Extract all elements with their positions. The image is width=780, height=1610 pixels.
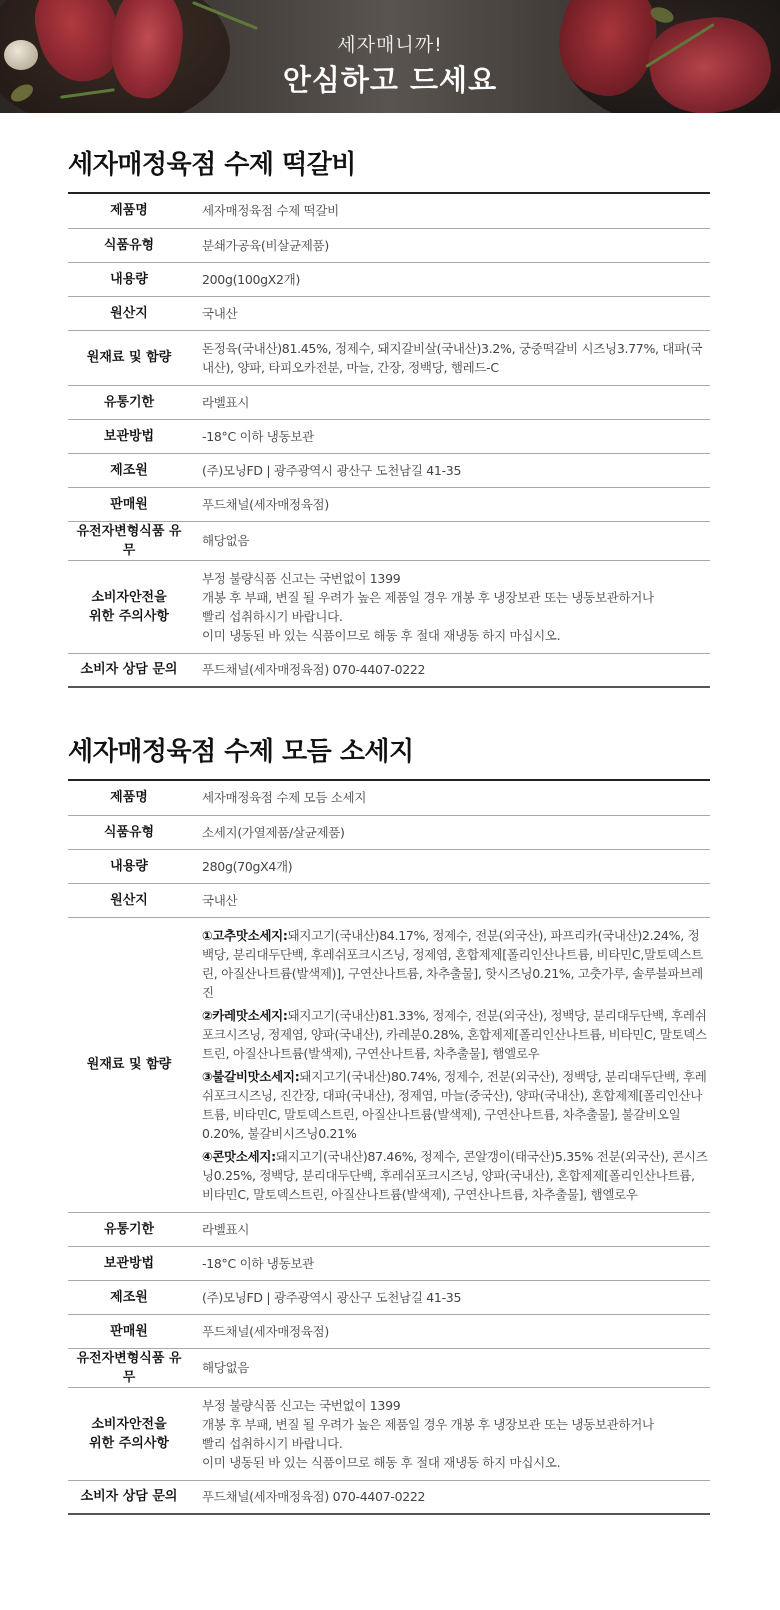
- row-label: 소비자 상담 문의: [80, 662, 178, 678]
- row-label: 내용량: [110, 271, 148, 287]
- info-row-expiry: [68, 1212, 710, 1246]
- info-row-origin: [68, 296, 710, 330]
- row-label: 제품명: [110, 203, 148, 219]
- row-label: 판매원: [110, 496, 148, 512]
- info-row-seller: [68, 1314, 710, 1348]
- caution-line: 이미 냉동된 바 있는 식품이므로 해동 후 절대 재냉동 하지 마십시오.: [202, 1454, 561, 1470]
- info-row-ingredients: [68, 330, 710, 385]
- info-row-amount: [68, 262, 710, 296]
- row-label: 판매원: [110, 1323, 148, 1339]
- row-label-line: 위한 주의사항: [89, 1435, 169, 1451]
- row-label: 원재료 및 함량: [86, 1057, 172, 1072]
- ingredient-name: ②카레맛소세지:: [202, 1007, 288, 1023]
- ingredient-name: ③불갈비맛소세지:: [202, 1068, 300, 1084]
- row-value: -18°C 이하 냉동보관: [202, 428, 314, 444]
- info-row-ingredients: [68, 917, 710, 1212]
- row-value: 국내산: [202, 892, 238, 908]
- row-label: 식품유형: [103, 824, 155, 840]
- row-label: 제조원: [110, 462, 148, 478]
- caution-line: 이미 냉동된 바 있는 식품이므로 해동 후 절대 재냉동 하지 마십시오.: [202, 627, 561, 643]
- row-label-line: 소비자안전을: [91, 1416, 167, 1432]
- row-label: 제품명: [110, 790, 148, 806]
- row-value: 푸드채널(세자매정육점): [202, 1323, 329, 1339]
- row-value: [190, 560, 710, 653]
- row-value: 푸드채널(세자매정육점) 070-4407-0222: [202, 662, 426, 678]
- caution-line: 부정 불량식품 신고는 국번없이 1399: [202, 570, 401, 586]
- row-value: 돈정육(국내산)81.45%, 정제수, 돼지갈비살(국내산)3.2%, 궁중떡갈비 시즈닝3.77%, 대파(국내산), 양파, 타피오카전분, 마늘, 간장, 정백당, 햄레드-C: [202, 340, 703, 375]
- info-row-name: [68, 781, 710, 815]
- row-label: 식품유형: [103, 237, 155, 253]
- product-title: 세자매정육점 수제 떡갈비: [68, 148, 710, 194]
- row-value: 200g(100gX2개): [202, 271, 301, 287]
- ingredient-item: [202, 1006, 710, 1063]
- row-value: 국내산: [202, 305, 238, 321]
- row-label-line: 위한 주의사항: [89, 608, 169, 624]
- row-value: [190, 1387, 710, 1480]
- row-label: 원산지: [110, 892, 148, 908]
- caution-line: 개봉 후 부패, 변질 될 우려가 높은 제품일 경우 개봉 후 냉장보관 또는 냉동보관하거나: [202, 1416, 654, 1432]
- info-row-contact: [68, 1480, 710, 1514]
- product-info-table: [68, 194, 710, 688]
- hero-banner: [0, 0, 780, 113]
- ingredient-name: ④콘맛소세지:: [202, 1148, 276, 1164]
- row-value: 해당없음: [202, 533, 250, 548]
- ingredient-text: 돼지고기(국내산)80.74%, 정제수, 전분(외국산), 정백당, 분리대두단백, 후레쉬포크시즈닝, 진간장, 대파(국내산), 정제염, 마늘(중국산), 양파(국내산), 혼합제제[폴리인산나트륨, 비타민C, 말토덱스트린, 아질산나트륨(발색제), 구연산나트륨, 차추출물], 불갈비오일0.20%, 불갈비시즈닝0.21%: [202, 1068, 707, 1141]
- info-row-name: [68, 194, 710, 228]
- info-row-amount: [68, 849, 710, 883]
- row-label: 제조원: [110, 1289, 148, 1305]
- info-row-expiry: [68, 385, 710, 419]
- row-label: 원재료 및 함량: [86, 350, 172, 365]
- info-row-caution: [68, 1387, 710, 1480]
- info-row-gmo: [68, 1348, 710, 1387]
- ingredient-text: 돼지고기(국내산)81.33%, 정제수, 전분(외국산), 정백당, 분리대두단백, 후레쉬포크시즈닝, 정제염, 양파(국내산), 카레분0.28%, 혼합제제[폴리인산나트륨, 비타민C, 말토덱스트린, 아질산나트륨(발색제), 구연산나트륨, 차추출물], 햄엘로우: [202, 1007, 707, 1061]
- row-value: -18°C 이하 냉동보관: [202, 1255, 314, 1271]
- row-value: 세자매정육점 수제 떡갈비: [202, 203, 339, 219]
- caution-line: 개봉 후 부패, 변질 될 우려가 높은 제품일 경우 개봉 후 냉장보관 또는 냉동보관하거나: [202, 589, 654, 605]
- ingredient-name: ①고추맛소세지:: [202, 927, 288, 943]
- product-title: 세자매정육점 수제 모듬 소세지: [68, 735, 710, 781]
- info-row-storage: [68, 419, 710, 453]
- product-info-section: [68, 735, 710, 1515]
- row-label: 유통기한: [103, 394, 155, 410]
- info-row-storage: [68, 1246, 710, 1280]
- row-label: 원산지: [110, 305, 148, 321]
- row-value: 세자매정육점 수제 모듬 소세지: [202, 790, 367, 806]
- info-row-origin: [68, 883, 710, 917]
- info-row-maker: [68, 1280, 710, 1314]
- row-value: 소세지(가열제품/살균제품): [202, 824, 345, 840]
- row-label: 내용량: [110, 858, 148, 874]
- caution-line: 빨리 섭취하시기 바랍니다.: [202, 1435, 343, 1451]
- row-value: 분쇄가공육(비살균제품): [202, 237, 329, 253]
- row-label: 소비자 상담 문의: [80, 1489, 178, 1505]
- ingredient-item: [202, 1147, 710, 1204]
- banner-slogan: 안심하고 드세요: [282, 63, 498, 97]
- row-label: [68, 1387, 190, 1480]
- banner-tagline: 세자매니까!: [337, 34, 443, 56]
- ingredient-item: [202, 926, 710, 1002]
- row-label: 유전자변형식품 유무: [76, 1350, 182, 1385]
- row-value: 푸드채널(세자매정육점) 070-4407-0222: [202, 1489, 426, 1505]
- row-value: 라벨표시: [202, 394, 250, 410]
- info-row-maker: [68, 453, 710, 487]
- row-value: 해당없음: [202, 1360, 250, 1375]
- ingredient-text: 돼지고기(국내산)87.46%, 정제수, 콘알갱이(태국산)5.35% 전분(외국산), 콘시즈닝0.25%, 정백당, 분리대두단백, 후레쉬포크시즈닝, 양파(국내산), 혼합제제[폴리인산나트륨, 비타민C, 말토덱스트린, 아질산나트륨(발색제), 구연산나트륨, 차추출물], 햄엘로우: [202, 1148, 708, 1202]
- row-label: 유전자변형식품 유무: [76, 523, 182, 558]
- ingredient-item: [202, 1067, 710, 1143]
- row-value: 푸드채널(세자매정육점): [202, 496, 329, 512]
- row-value: (주)모닝FD | 광주광역시 광산구 도천남길 41-35: [202, 1289, 462, 1305]
- row-value: 280g(70gX4개): [202, 858, 293, 874]
- info-row-contact: [68, 653, 710, 687]
- product-info-table: [68, 781, 710, 1515]
- row-value: (주)모닝FD | 광주광역시 광산구 도천남길 41-35: [202, 462, 462, 478]
- row-label: [68, 560, 190, 653]
- ingredient-text: 돼지고기(국내산)84.17%, 정제수, 전분(외국산), 파프리카(국내산)2.24%, 정백당, 분리대두단백, 후레쉬포크시즈닝, 정제염, 혼합제제[폴리인산나트륨, 비타민C,말토덱스트린, 아질산나트륨(발색제)], 구연산나트륨, 차추출물], 핫시즈닝0.21%, 고춧가루, 솔루블파브레진: [202, 927, 703, 1000]
- product-info-section: [68, 148, 710, 688]
- row-value: 라벨표시: [202, 1221, 250, 1237]
- row-label-line: 소비자안전을: [91, 589, 167, 605]
- row-value: [190, 917, 710, 1212]
- info-row-type: [68, 815, 710, 849]
- info-row-type: [68, 228, 710, 262]
- row-label: 보관방법: [103, 1255, 155, 1271]
- row-label: 유통기한: [103, 1221, 155, 1237]
- info-row-gmo: [68, 521, 710, 560]
- info-row-seller: [68, 487, 710, 521]
- caution-line: 부정 불량식품 신고는 국번없이 1399: [202, 1397, 401, 1413]
- row-label: 보관방법: [103, 428, 155, 444]
- info-row-caution: [68, 560, 710, 653]
- caution-line: 빨리 섭취하시기 바랍니다.: [202, 608, 343, 624]
